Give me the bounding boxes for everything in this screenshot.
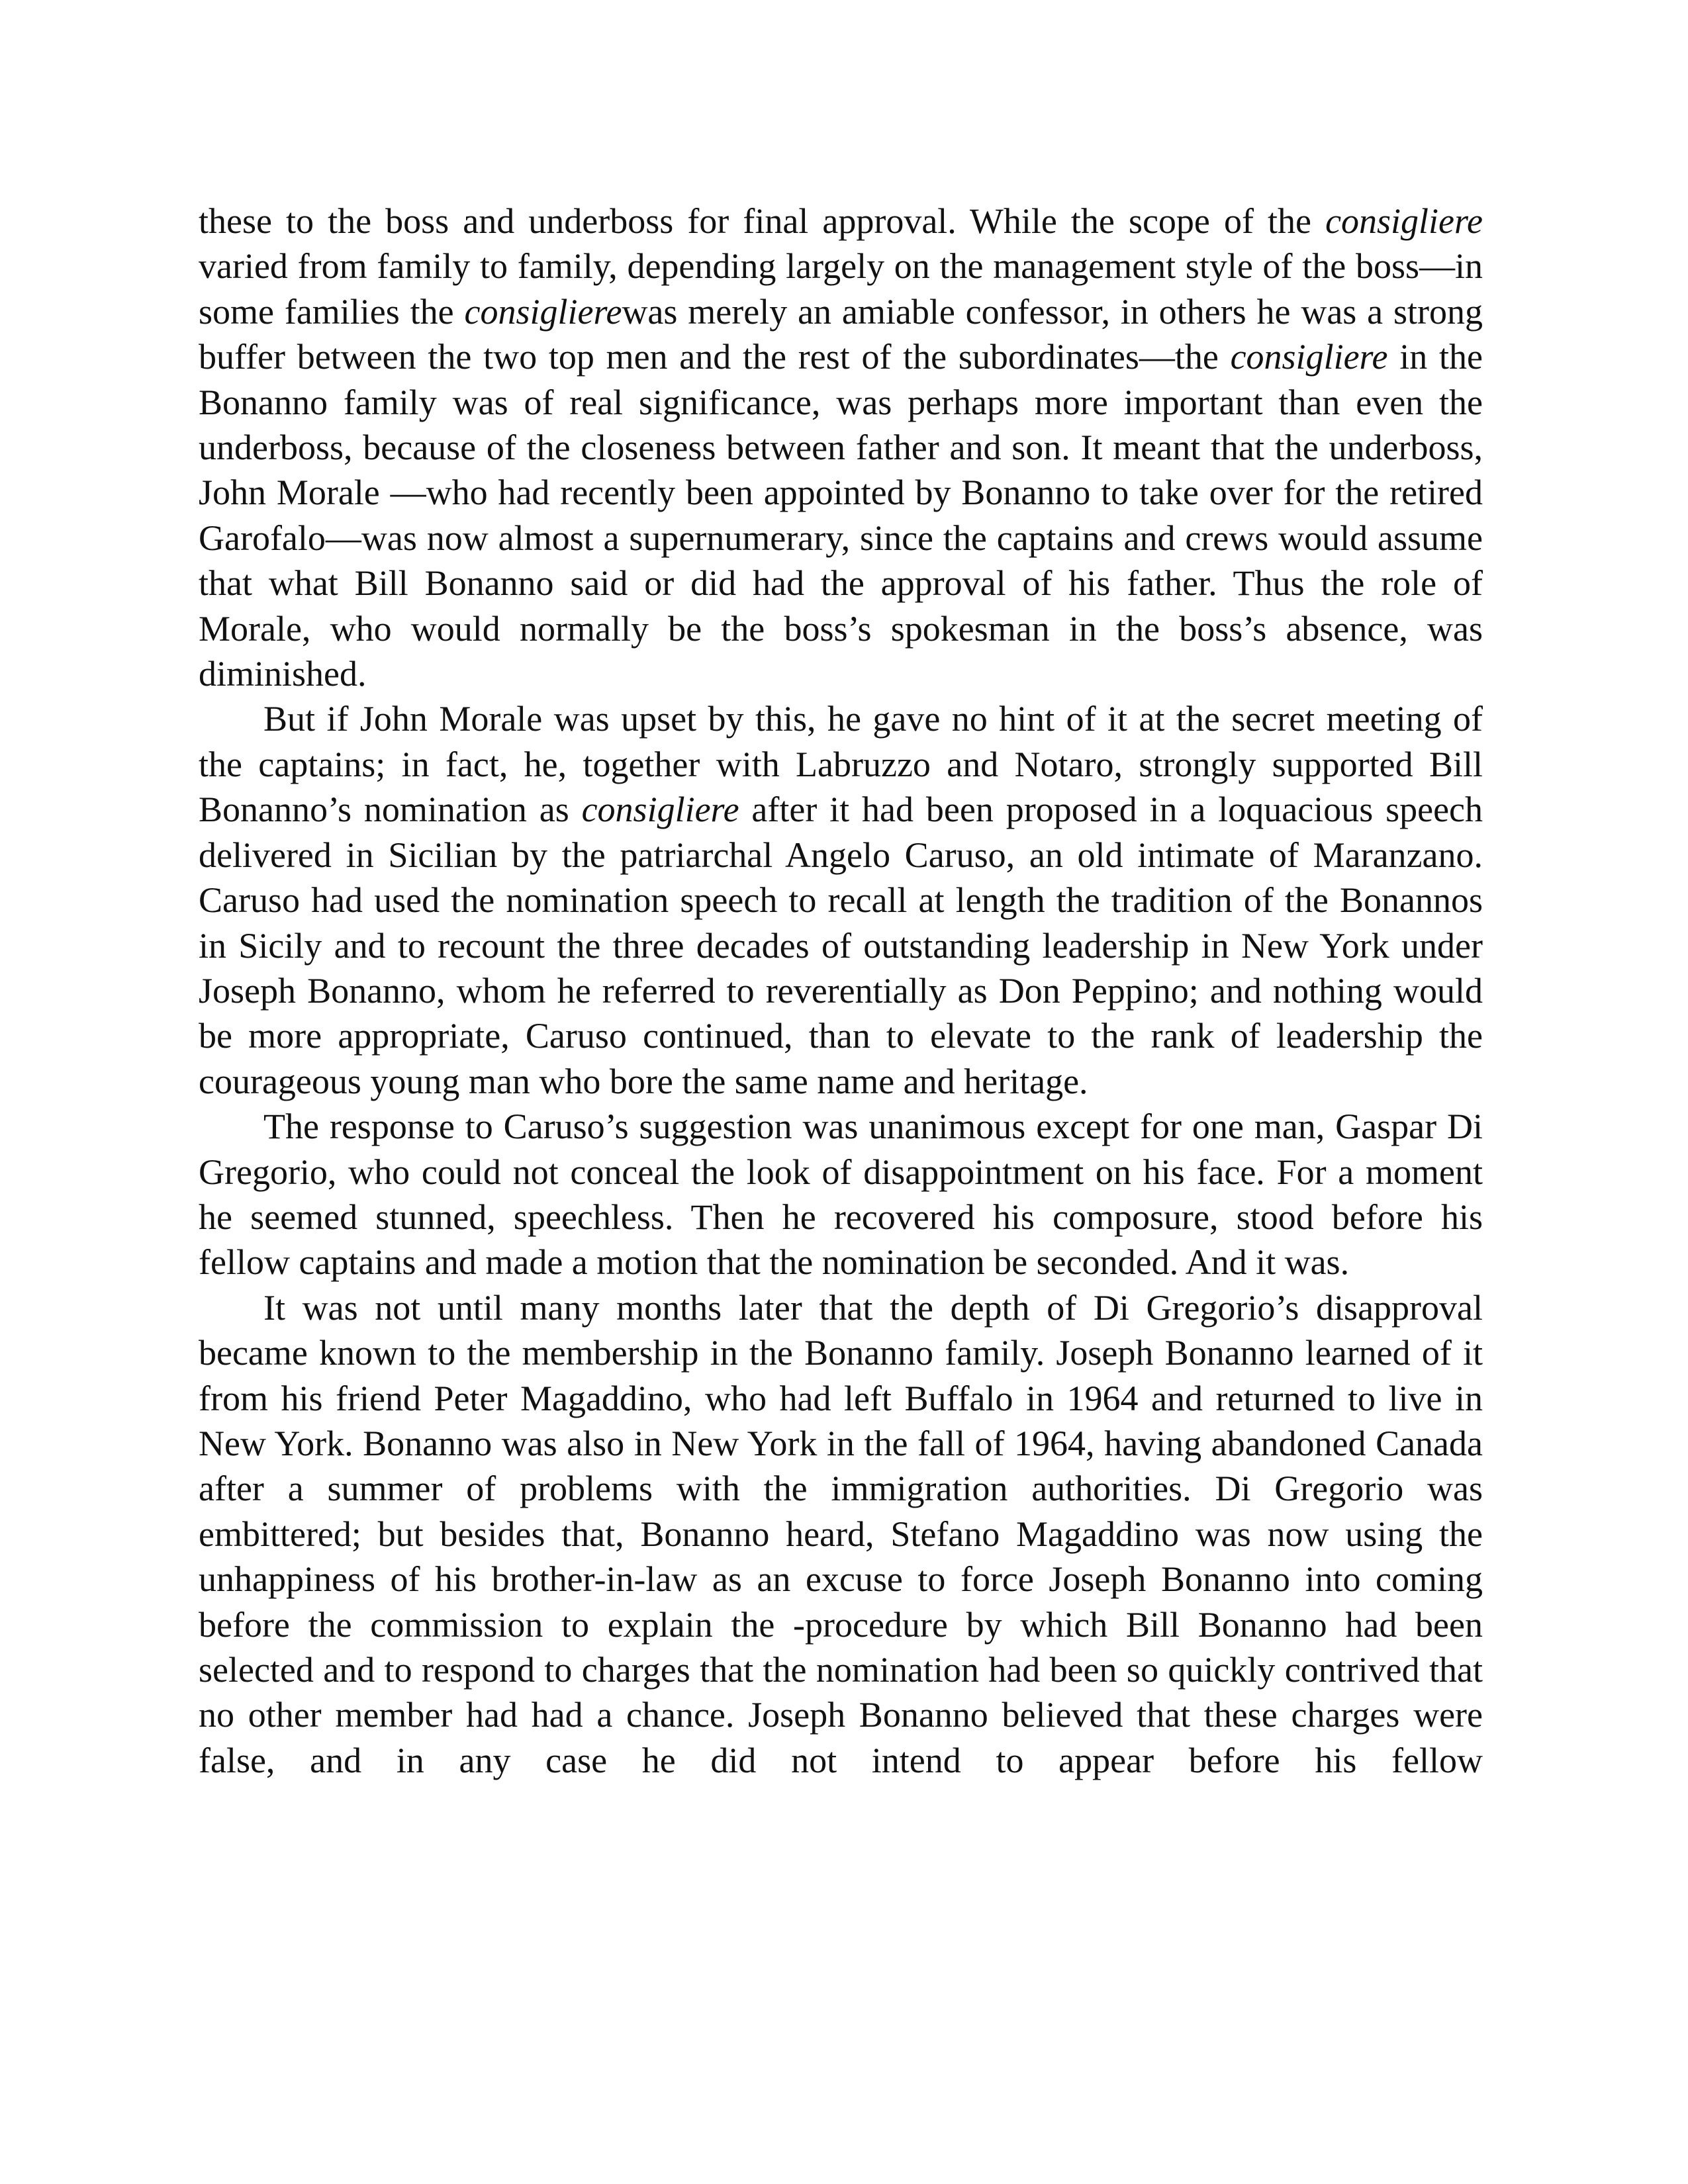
italic-term: consigliere (1325, 201, 1483, 241)
text-run: in the Bonanno family was of real significance, was perhaps more important than even the underboss, because of the closeness between father and son. It meant that the underboss, John Morale —who had recently been appointed by Bonanno to take over for the retired Garofalo—was now almost a supernumerary, since the captains and crews would assume that what Bill Bonanno said or did had the approval of his father. Thus the role of Morale, who would normally be the boss’s spokesman in the boss’s absence, was diminished. (199, 337, 1483, 694)
italic-term: consigliere (1230, 337, 1388, 377)
text-run: varied from family to family, depending largely on the management style of the boss—in some families the (199, 246, 1483, 332)
text-run: It was not until many months later that the depth of Di Gregorio’s disapproval became known to the membership in the Bonanno family. Joseph Bonanno learned of it from his friend Peter Magaddino, who had left Buffalo in 1964 and returned to live in New York. Bonanno was also in New York in the fall of 1964, having abandoned Canada after a summer of problems with the immigration authorities. Di Gregorio was embittered; but besides that, Bonanno heard, Stefano Magaddino was now using the unhappiness of his brother-in-law as an excuse to force Joseph Bonanno into coming before the commission to explain the -procedure by which Bill Bonanno had been selected and to respond to charges that the nomination had been so quickly contrived that no other member had had a chance. Joseph Bonanno believed that these charges were false, and in any case he did not intend to appear before his fellow (199, 1287, 1483, 1780)
text-run: these to the boss and underboss for final approval. While the scope of the (199, 201, 1326, 241)
italic-term: consigliere (464, 291, 622, 332)
italic-term: consigliere (581, 790, 739, 830)
document-page (199, 199, 1483, 1783)
text-run: But if John Morale was upset by this, he gave no hint of it at the secret meeting of the captains; in fact, he, together with Labruzzo and Notaro, strongly supported Bill Bonanno’s nomination as (199, 699, 1483, 830)
text-run: after it had been proposed in a loquacious speech delivered in Sicilian by the patriarchal Angelo Caruso, an old intimate of Maranzano. Caruso had used the nomination speech to recall at length the tradition of the Bonannos in Sicily and to recount the three decades of outstanding leadership in New York under Joseph Bonanno, whom he referred to reverentially as Don Peppino; and nothing would be more appropriate, Caruso continued, than to elevate to the rank of leadership the courageous young man who bore the same name and heritage. (199, 790, 1483, 1101)
paragraph-3 (199, 1104, 1483, 1285)
paragraph-2 (199, 696, 1483, 1104)
text-run: was merely an amiable confessor, in others he was a strong buffer between the two top men and the rest of the subordinates—the (199, 291, 1483, 377)
text-run: The response to Caruso’s suggestion was unanimous except for one man, Gaspar Di Gregorio, who could not conceal the look of disappointment on his face. For a moment he seemed stunned, speechless. Then he recovered his composure, stood before his fellow captains and made a motion that the nomination be seconded. And it was. (199, 1107, 1483, 1283)
paragraph-1 (199, 199, 1483, 696)
paragraph-4 (199, 1285, 1483, 1783)
